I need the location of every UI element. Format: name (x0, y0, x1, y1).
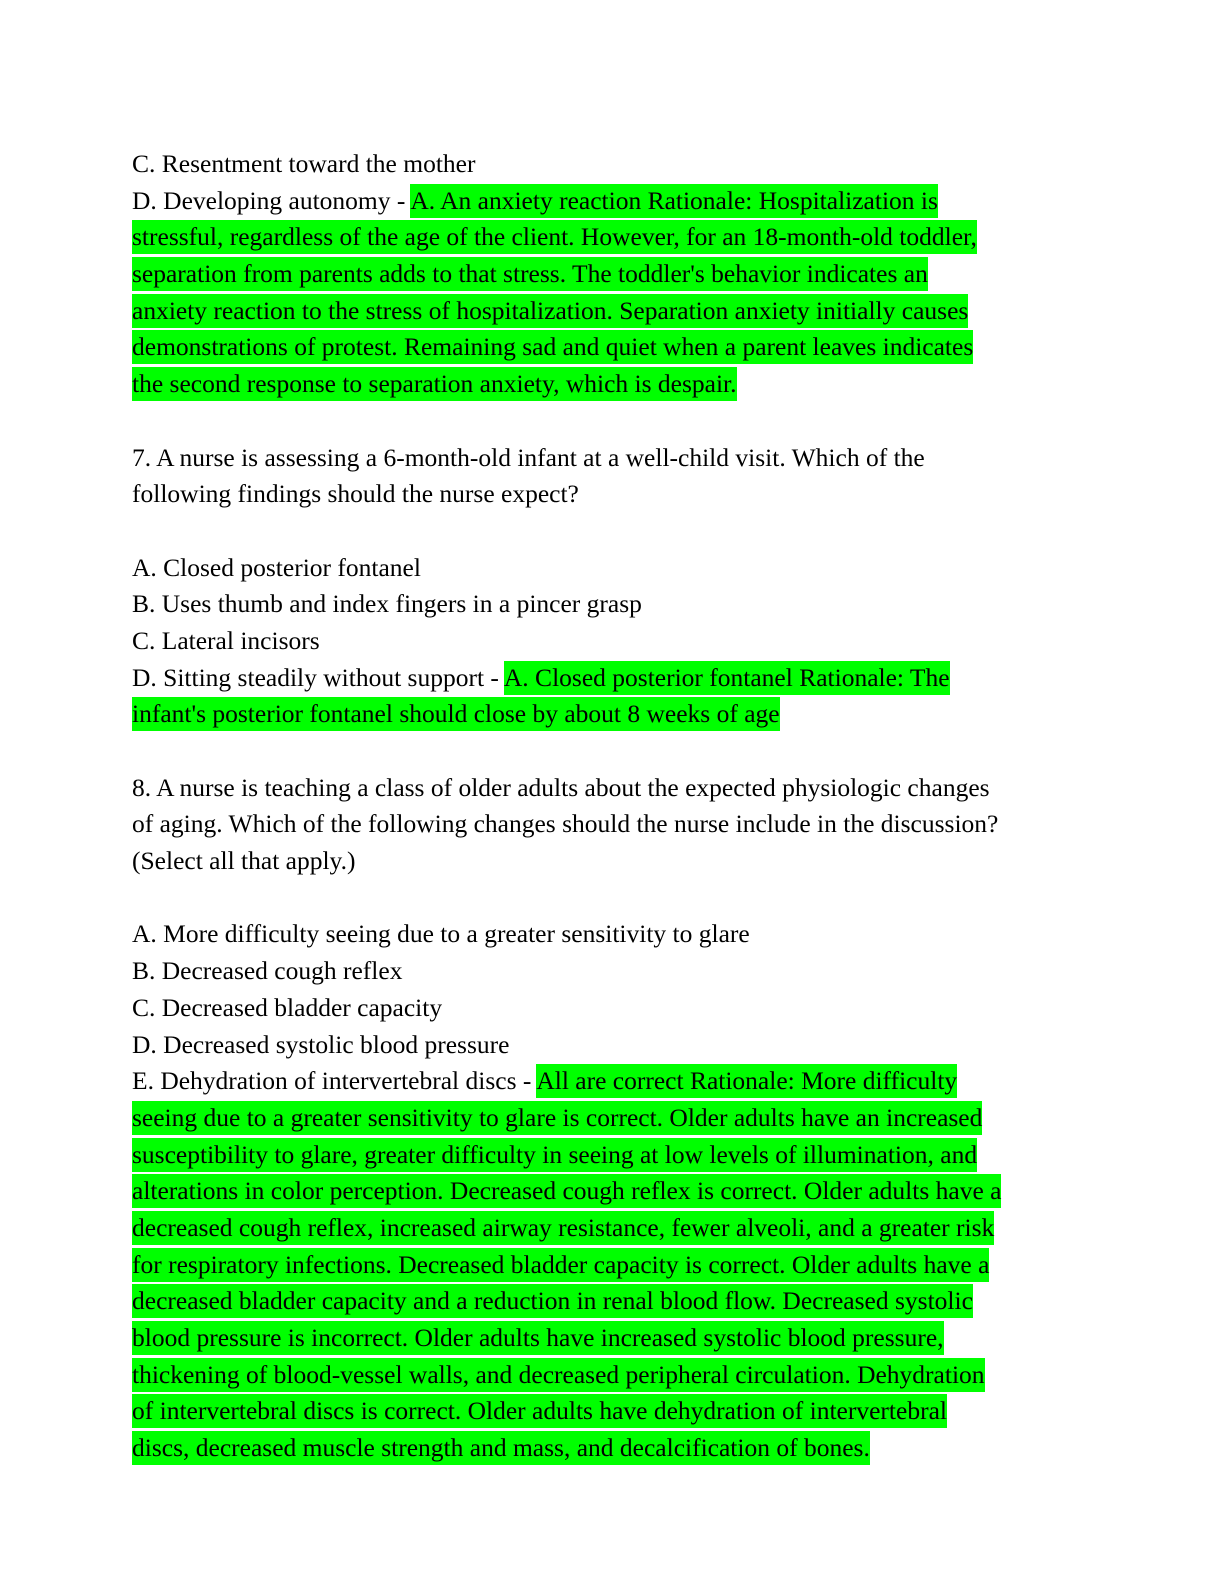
question-line (132, 476, 1092, 513)
answer-highlight: A. An anxiety reaction Rationale: Hospitalization is (410, 184, 938, 218)
answer-line (132, 293, 1092, 330)
answer-highlight: All are correct Rationale: More difficulty (536, 1064, 957, 1098)
answer-line (132, 366, 1092, 403)
question-6-answer-block (132, 146, 1092, 403)
option-text: C. Decreased bladder capacity (132, 992, 443, 1022)
option-line (132, 586, 1092, 623)
answer-line (132, 1210, 1092, 1247)
question-7-options (132, 550, 1092, 733)
answer-line (132, 1247, 1092, 1284)
answer-highlight: discs, decreased muscle strength and mass, and decalcification of bones. (132, 1431, 870, 1465)
answer-line (132, 1320, 1092, 1357)
answer-line (132, 1100, 1092, 1137)
spacer (132, 403, 1092, 440)
question-8-stem (132, 770, 1092, 880)
option-text: C. Lateral incisors (132, 625, 320, 655)
spacer (132, 733, 1092, 770)
option-text: B. Decreased cough reflex (132, 956, 403, 986)
option-line (132, 550, 1092, 587)
answer-line (132, 1357, 1092, 1394)
question-text: 7. A nurse is assessing a 6-month-old infant at a well-child visit. Which of the (132, 442, 925, 472)
answer-highlight: demonstrations of protest. Remaining sad and quiet when a parent leaves indicates (132, 330, 973, 364)
option-line (132, 183, 1092, 220)
question-text: 8. A nurse is teaching a class of older adults about the expected physiologic changes (132, 772, 990, 802)
spacer (132, 880, 1092, 917)
answer-line (132, 696, 1092, 733)
answer-line (132, 1283, 1092, 1320)
answer-line (132, 1173, 1092, 1210)
answer-highlight: blood pressure is incorrect. Older adults have increased systolic blood pressure, (132, 1321, 944, 1355)
answer-highlight: decreased cough reflex, increased airway resistance, fewer alveoli, and a greater risk (132, 1211, 994, 1245)
option-text: A. More difficulty seeing due to a greater sensitivity to glare (132, 919, 750, 949)
option-line (132, 623, 1092, 660)
answer-highlight: anxiety reaction to the stress of hospitalization. Separation anxiety initially causes (132, 294, 968, 328)
question-line (132, 770, 1092, 807)
answer-highlight: seeing due to a greater sensitivity to glare is correct. Older adults have an increased (132, 1101, 982, 1135)
question-line (132, 806, 1092, 843)
answer-line (132, 1430, 1092, 1467)
option-text: D. Sitting steadily without support - (132, 662, 504, 692)
question-8-options (132, 916, 1092, 1466)
option-text: E. Dehydration of intervertebral discs - (132, 1066, 537, 1096)
option-line (132, 660, 1092, 697)
document-page (132, 146, 1092, 1467)
question-line (132, 843, 1092, 880)
option-line (132, 990, 1092, 1027)
answer-line (132, 1393, 1092, 1430)
option-text: B. Uses thumb and index fingers in a pincer grasp (132, 589, 642, 619)
answer-line (132, 1137, 1092, 1174)
answer-highlight: the second response to separation anxiety, which is despair. (132, 367, 737, 401)
answer-highlight: separation from parents adds to that stress. The toddler's behavior indicates an (132, 257, 928, 291)
answer-line (132, 219, 1092, 256)
answer-line (132, 329, 1092, 366)
answer-highlight: A. Closed posterior fontanel Rationale: The (504, 661, 950, 695)
option-line (132, 1063, 1092, 1100)
option-text: C. Resentment toward the mother (132, 149, 476, 178)
option-text: A. Closed posterior fontanel (132, 552, 421, 582)
answer-highlight: for respiratory infections. Decreased bladder capacity is correct. Older adults have a (132, 1248, 989, 1282)
option-line (132, 953, 1092, 990)
answer-highlight: susceptibility to glare, greater difficulty in seeing at low levels of illumination, and (132, 1138, 977, 1172)
question-text: (Select all that apply.) (132, 846, 356, 876)
answer-highlight: infant's posterior fontanel should close by about 8 weeks of age (132, 697, 780, 731)
answer-highlight: decreased bladder capacity and a reduction in renal blood flow. Decreased systolic (132, 1284, 973, 1318)
option-line (132, 1027, 1092, 1064)
question-text: of aging. Which of the following changes should the nurse include in the discussion? (132, 809, 999, 839)
answer-highlight: thickening of blood-vessel walls, and decreased peripheral circulation. Dehydration (132, 1358, 985, 1392)
answer-line (132, 256, 1092, 293)
spacer (132, 513, 1092, 550)
answer-highlight: alterations in color perception. Decreased cough reflex is correct. Older adults have a (132, 1174, 1001, 1208)
option-text: D. Developing autonomy - (132, 185, 411, 215)
option-line (132, 146, 1092, 183)
question-line (132, 440, 1092, 477)
question-text: following findings should the nurse expect? (132, 479, 579, 509)
answer-highlight: of intervertebral discs is correct. Older adults have dehydration of intervertebral (132, 1394, 947, 1428)
answer-highlight: stressful, regardless of the age of the client. However, for an 18-month-old toddler, (132, 220, 977, 254)
option-text: D. Decreased systolic blood pressure (132, 1029, 510, 1059)
option-line (132, 916, 1092, 953)
question-7-stem (132, 440, 1092, 513)
